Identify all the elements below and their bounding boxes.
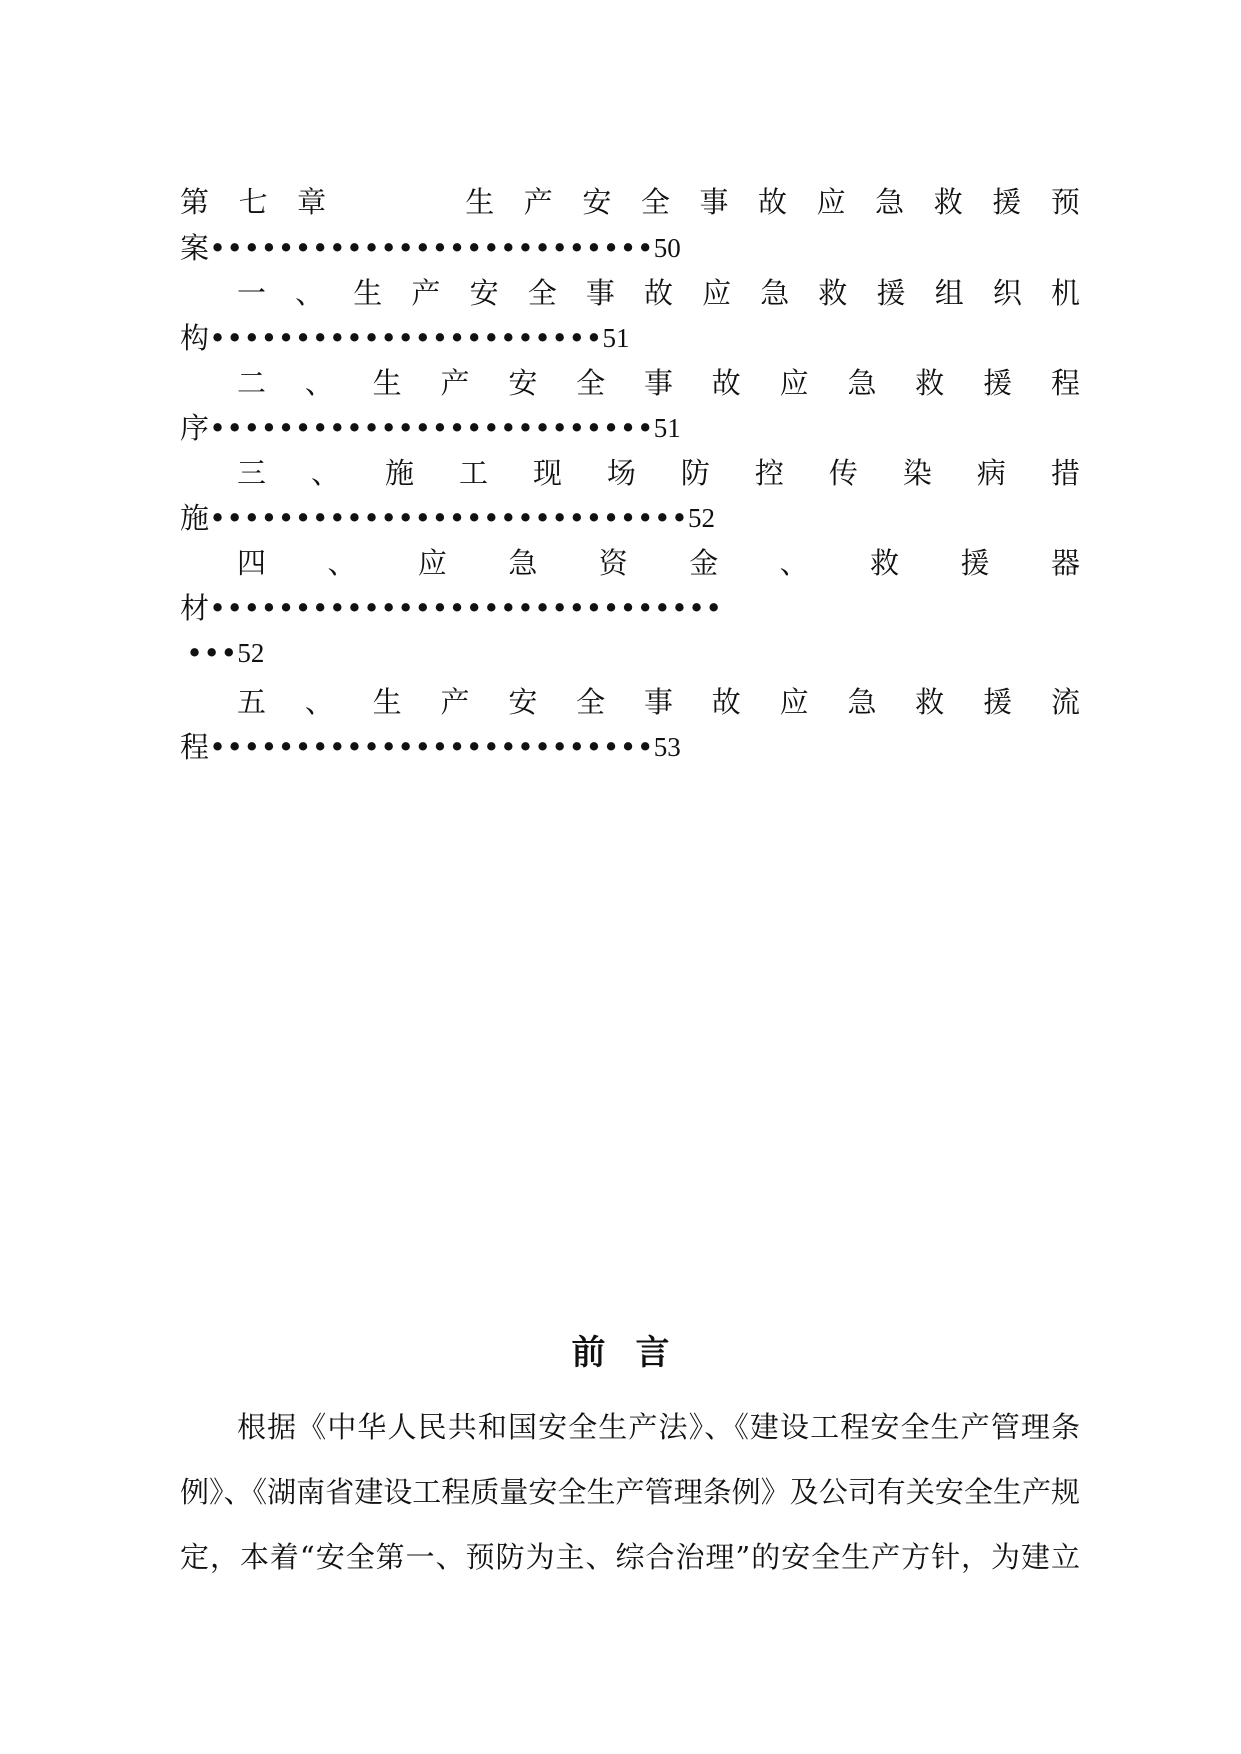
toc-dot-leader: •••••••••••••••••••••••••• — [209, 231, 654, 265]
toc-char: 第 — [180, 185, 210, 219]
toc-char: 安 — [508, 685, 538, 719]
toc-char: 措 — [1050, 456, 1080, 490]
toc-char: 应 — [702, 276, 732, 310]
toc-dot-leader: ••• — [186, 636, 238, 670]
toc-char: 救 — [818, 276, 848, 310]
toc-char: 资 — [598, 546, 628, 580]
toc-char: 全 — [640, 185, 670, 219]
toc-char: 援 — [983, 366, 1013, 400]
toc-char: 一 — [237, 276, 267, 310]
toc-char: 产 — [411, 276, 441, 310]
toc-char: 全 — [527, 276, 557, 310]
toc-char: 故 — [758, 185, 788, 219]
toc-char: 故 — [711, 685, 741, 719]
toc-char: 应 — [779, 366, 809, 400]
toc-char: 、 — [304, 685, 334, 719]
toc-char: 现 — [532, 456, 562, 490]
toc-dot-leader: •••••••••••••••••••••••••••• — [209, 501, 688, 535]
toc-char: 器 — [1050, 546, 1080, 580]
toc-char: 七 — [238, 185, 268, 219]
toc-char: 、 — [295, 276, 325, 310]
toc-char: 生 — [465, 185, 495, 219]
toc-char: 急 — [508, 546, 538, 580]
toc-page-number: 52 — [687, 503, 715, 533]
toc-char: 事 — [699, 185, 729, 219]
toc-char: 生 — [353, 276, 383, 310]
toc-dot-leader: ••••••••••••••••••••••• — [209, 321, 603, 355]
toc-char: 染 — [902, 456, 932, 490]
toc-entry-7-heading — [180, 182, 1080, 222]
toc-char: 五 — [237, 685, 267, 719]
preface-line-2: 例》、《湖南省建设工程质量安全生产管理条例》及公司有关安全生产规 — [180, 1475, 1080, 1509]
preface-title: 前言 — [571, 1333, 700, 1373]
toc-char: 事 — [643, 685, 673, 719]
toc-char: 援 — [992, 185, 1022, 219]
toc-char: 三 — [237, 456, 267, 490]
toc-char: 生 — [372, 366, 402, 400]
toc-char: 安 — [508, 366, 538, 400]
toc-char: 急 — [847, 366, 877, 400]
toc-char: 急 — [875, 185, 905, 219]
toc-dot-leader: •••••••••••••••••••••••••• — [209, 411, 654, 445]
toc-char: 场 — [606, 456, 636, 490]
toc-char: 织 — [992, 276, 1022, 310]
toc-char: 案 — [180, 231, 210, 265]
toc-char: 急 — [760, 276, 790, 310]
toc-char: 产 — [440, 685, 470, 719]
toc-char: 金 — [689, 546, 719, 580]
toc-entry-7-leader[interactable] — [180, 228, 1080, 268]
toc-char: 事 — [643, 366, 673, 400]
toc-char: 急 — [847, 685, 877, 719]
toc-char: 序 — [180, 411, 210, 445]
toc-page-number: 53 — [653, 732, 681, 762]
toc-char: 生 — [372, 685, 402, 719]
toc-char: 安 — [582, 185, 612, 219]
toc-char: 传 — [828, 456, 858, 490]
toc-char: 构 — [180, 321, 210, 355]
preface-line-1: 根据《中华人民共和国安全生产法》、《建设工程安全生产管理条 — [237, 1410, 1080, 1444]
toc-char: 二 — [237, 366, 267, 400]
toc-char: 四 — [237, 546, 267, 580]
toc-char: 救 — [915, 366, 945, 400]
toc-entry-4-leader[interactable] — [180, 588, 1080, 628]
toc-char: 产 — [440, 366, 470, 400]
toc-gap — [356, 182, 436, 222]
toc-char: 流 — [1050, 685, 1080, 719]
toc-dot-leader: •••••••••••••••••••••••••• — [209, 730, 654, 764]
toc-entry-3-leader[interactable] — [180, 498, 1080, 538]
toc-page-number: 52 — [237, 638, 265, 668]
toc-entry-5-heading — [237, 682, 1080, 722]
toc-page-number: 51 — [602, 323, 630, 353]
toc-char: 产 — [523, 185, 553, 219]
toc-entry-1-heading — [237, 273, 1080, 313]
toc-entry-4-leader-cont[interactable] — [186, 633, 1086, 673]
toc-entry-2-leader[interactable] — [180, 408, 1080, 448]
toc-char: 预 — [1050, 185, 1080, 219]
toc-char: 控 — [754, 456, 784, 490]
toc-char: 应 — [417, 546, 447, 580]
toc-char: 防 — [680, 456, 710, 490]
toc-char: 援 — [983, 685, 1013, 719]
toc-char: 、 — [304, 366, 334, 400]
toc-entry-2-heading — [237, 363, 1080, 403]
toc-entry-5-leader[interactable] — [180, 727, 1080, 767]
toc-char: 材 — [180, 591, 210, 625]
toc-char: 组 — [934, 276, 964, 310]
toc-char: 援 — [876, 276, 906, 310]
toc-char: 程 — [180, 730, 210, 764]
toc-char: 施 — [384, 456, 414, 490]
preface-line-3: 定，本着“安全第一、预防为主、综合治理”的安全生产方针，为建立 — [180, 1540, 1080, 1574]
toc-char: 安 — [469, 276, 499, 310]
toc-char: 、 — [779, 546, 809, 580]
toc-dot-leader: •••••••••••••••••••••••••••••• — [209, 591, 723, 625]
toc-char: 机 — [1050, 276, 1080, 310]
toc-char: 工 — [458, 456, 488, 490]
toc-char: 救 — [870, 546, 900, 580]
toc-char: 援 — [960, 546, 990, 580]
toc-char: 全 — [576, 366, 606, 400]
toc-char: 故 — [711, 366, 741, 400]
toc-char: 、 — [327, 546, 357, 580]
toc-char: 应 — [779, 685, 809, 719]
toc-char: 救 — [915, 685, 945, 719]
toc-char: 章 — [297, 185, 327, 219]
toc-entry-3-heading — [237, 453, 1080, 493]
toc-char: 程 — [1050, 366, 1080, 400]
toc-char: 全 — [576, 685, 606, 719]
toc-char: 病 — [976, 456, 1006, 490]
toc-char: 救 — [933, 185, 963, 219]
toc-page-number: 51 — [653, 413, 681, 443]
toc-char: 施 — [180, 501, 210, 535]
toc-entry-1-leader[interactable] — [180, 318, 1080, 358]
toc-entry-4-heading — [237, 543, 1080, 583]
toc-char: 事 — [585, 276, 615, 310]
toc-page-number: 50 — [653, 233, 681, 263]
toc-char: 应 — [816, 185, 846, 219]
toc-char: 、 — [310, 456, 340, 490]
toc-char: 故 — [643, 276, 673, 310]
